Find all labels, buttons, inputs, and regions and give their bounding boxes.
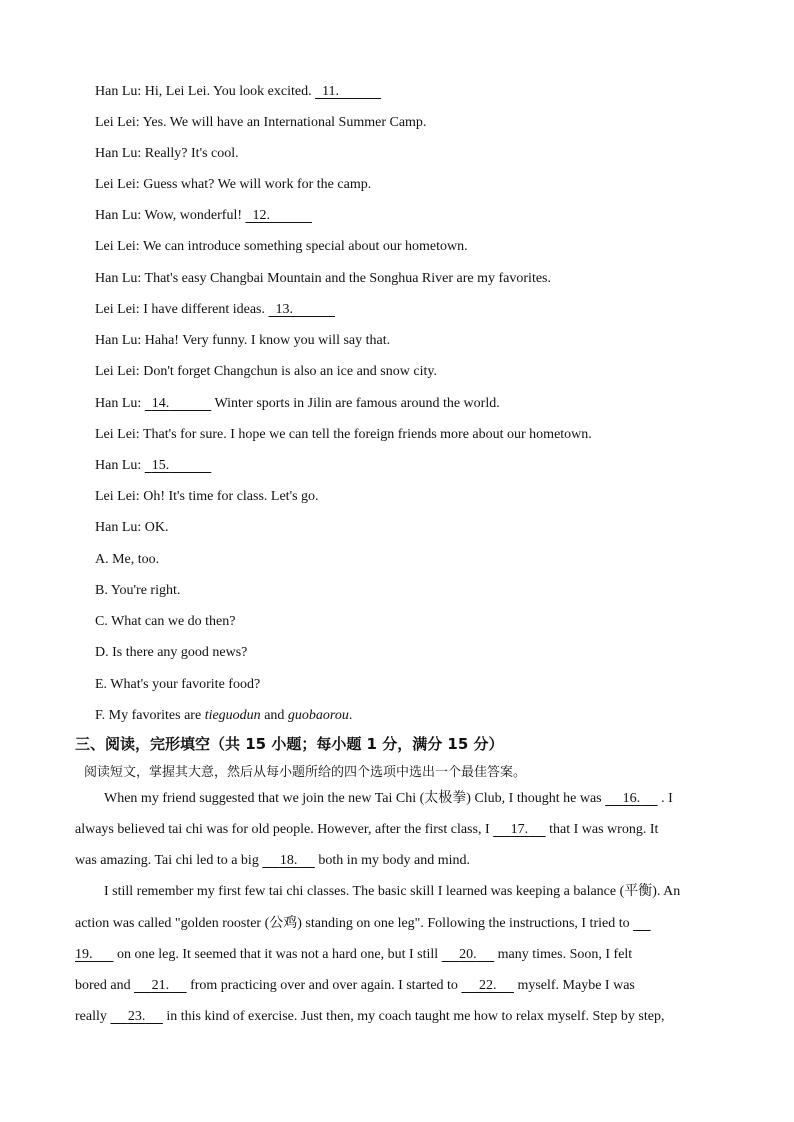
dialogue-line bbox=[95, 270, 551, 288]
passage-text: really bbox=[75, 1009, 111, 1024]
dialogue-text: Haha! Very funny. I know you will say that. bbox=[141, 333, 391, 348]
blank-number: 13. bbox=[275, 302, 293, 317]
passage-text: bored and bbox=[75, 978, 135, 993]
speaker: Lei Lei: bbox=[95, 177, 140, 192]
passage-text: on one leg. It seemed that it was not a hard one, but I still bbox=[113, 947, 442, 962]
dialogue-text: Winter sports in Jilin are famous around the world. bbox=[211, 396, 500, 411]
answer-blank[interactable] bbox=[269, 301, 336, 319]
passage-text: was amazing. Tai chi led to a big bbox=[75, 853, 263, 868]
dialogue-text: Really? It's cool. bbox=[141, 146, 239, 161]
option-b: B. You're right. bbox=[95, 583, 181, 598]
dialogue-line bbox=[95, 363, 437, 381]
passage-text: myself. Maybe I was bbox=[513, 978, 635, 993]
speaker: Han Lu: bbox=[95, 146, 142, 161]
answer-blank[interactable] bbox=[262, 852, 315, 870]
dialogue-text: Yes. We will have an International Summer Camp. bbox=[139, 115, 427, 130]
passage-text: from practicing over and over again. I started to bbox=[186, 978, 462, 993]
passage-line bbox=[104, 883, 680, 901]
option-e: E. What's your favorite food? bbox=[95, 677, 261, 692]
answer-blank[interactable] bbox=[493, 821, 546, 839]
passage-text: I still remember my first few tai chi classes. The basic skill I learned was keeping a balance (平衡). An bbox=[104, 884, 681, 899]
speaker: Lei Lei: bbox=[95, 364, 140, 379]
answer-blank[interactable] bbox=[315, 83, 381, 101]
dialogue-line bbox=[95, 332, 390, 350]
dialogue-text: Oh! It's time for class. Let's go. bbox=[139, 489, 319, 504]
dialogue-line bbox=[95, 207, 312, 225]
speaker: Han Lu: bbox=[95, 208, 142, 223]
dialogue-text: Don't forget Changchun is also an ice and snow city. bbox=[139, 364, 437, 379]
blank-number: 19. bbox=[75, 947, 93, 962]
blank-number: 18. bbox=[279, 853, 298, 868]
answer-blank[interactable] bbox=[134, 977, 187, 995]
dialogue-text: I have different ideas. bbox=[139, 302, 269, 317]
passage-line bbox=[75, 946, 632, 964]
answer-blank[interactable] bbox=[605, 790, 658, 808]
speaker: Han Lu: bbox=[95, 458, 142, 473]
dialogue-text: That's easy Changbai Mountain and the Songhua River are my favorites. bbox=[141, 271, 551, 286]
option-d: D. Is there any good news? bbox=[95, 645, 248, 660]
answer-blank[interactable] bbox=[110, 1008, 163, 1026]
section-heading: 三、阅读，完形填空（共 15 小题；每小题 1 分，满分 15 分） bbox=[75, 735, 504, 753]
option-text: and bbox=[260, 708, 288, 723]
speaker: Lei Lei: bbox=[95, 427, 140, 442]
answer-blank[interactable] bbox=[442, 946, 495, 964]
dialogue-line bbox=[95, 457, 211, 475]
speaker: Lei Lei: bbox=[95, 239, 140, 254]
dialogue-text: Guess what? We will work for the camp. bbox=[139, 177, 372, 192]
speaker: Han Lu: bbox=[95, 396, 142, 411]
speaker: Han Lu: bbox=[95, 333, 142, 348]
passage-line bbox=[75, 852, 470, 870]
option-a: A. Me, too. bbox=[95, 552, 160, 567]
dialogue-line bbox=[95, 301, 335, 319]
dialogue-line bbox=[95, 238, 468, 256]
dialogue-line bbox=[95, 519, 169, 537]
speaker: Lei Lei: bbox=[95, 302, 140, 317]
passage-text: action was called "golden rooster (公鸡) standing on one leg". Following the instructions, I tried to bbox=[75, 916, 634, 931]
passage-text: that I was wrong. It bbox=[545, 822, 659, 837]
dialogue-line bbox=[95, 83, 381, 101]
answer-blank[interactable] bbox=[75, 946, 114, 964]
option-text: F. My favorites are bbox=[95, 708, 205, 723]
blank-number: 22. bbox=[478, 978, 497, 993]
speaker: Han Lu: bbox=[95, 84, 142, 99]
blank-number: 15. bbox=[151, 458, 170, 473]
dialogue-line bbox=[95, 426, 592, 444]
speaker: Han Lu: bbox=[95, 520, 142, 535]
option-f bbox=[95, 707, 352, 725]
blank-number: 23. bbox=[127, 1009, 146, 1024]
dialogue-text: Hi, Lei Lei. You look excited. bbox=[141, 84, 316, 99]
dialogue-line bbox=[95, 488, 319, 506]
dialogue-text: OK. bbox=[141, 520, 169, 535]
answer-blank-start[interactable] bbox=[633, 915, 651, 933]
option-text: . bbox=[348, 708, 353, 723]
instruction: 阅读短文，掌握其大意，然后从每小题所给的四个选项中选出一个最佳答案。 bbox=[84, 765, 527, 780]
dialogue-text: Wow, wonderful! bbox=[141, 208, 246, 223]
passage-line bbox=[75, 1008, 664, 1026]
passage-text: both in my body and mind. bbox=[314, 853, 470, 868]
dialogue-line bbox=[95, 176, 371, 194]
dialogue-line bbox=[95, 395, 500, 413]
option-c: C. What can we do then? bbox=[95, 614, 236, 629]
passage-line bbox=[75, 915, 651, 933]
blank-number: 14. bbox=[151, 396, 170, 411]
passage-text: in this kind of exercise. Just then, my coach taught me how to relax myself. Step by step, bbox=[162, 1009, 665, 1024]
dialogue-text: That's for sure. I hope we can tell the foreign friends more about our hometown. bbox=[139, 427, 592, 442]
speaker: Han Lu: bbox=[95, 271, 142, 286]
speaker: Lei Lei: bbox=[95, 115, 140, 130]
dialogue-text: We can introduce something special about our hometown. bbox=[139, 239, 468, 254]
blank-number: 11. bbox=[322, 84, 340, 99]
blank-number: 21. bbox=[151, 978, 170, 993]
dialogue-line bbox=[95, 114, 426, 132]
blank-number: 17. bbox=[510, 822, 529, 837]
answer-blank[interactable] bbox=[145, 395, 212, 413]
blank-number: 16. bbox=[622, 791, 641, 806]
passage-text: . I bbox=[657, 791, 673, 806]
passage-text: always believed tai chi was for old people. However, after the first class, I bbox=[75, 822, 494, 837]
passage-line bbox=[75, 821, 658, 839]
passage-text: many times. Soon, I felt bbox=[494, 947, 633, 962]
answer-blank[interactable] bbox=[461, 977, 514, 995]
blank-number: 20. bbox=[459, 947, 477, 962]
dialogue-line bbox=[95, 145, 239, 163]
answer-blank[interactable] bbox=[145, 457, 212, 475]
answer-blank[interactable] bbox=[246, 207, 313, 225]
speaker: Lei Lei: bbox=[95, 489, 140, 504]
blank-number: 12. bbox=[252, 208, 271, 223]
option-text: guobaorou bbox=[287, 708, 349, 723]
option-text: tieguodun bbox=[204, 708, 261, 723]
passage-line bbox=[75, 977, 635, 995]
passage-text: When my friend suggested that we join the new Tai Chi (太极拳) Club, I thought he was bbox=[104, 791, 606, 806]
passage-line bbox=[104, 790, 673, 808]
